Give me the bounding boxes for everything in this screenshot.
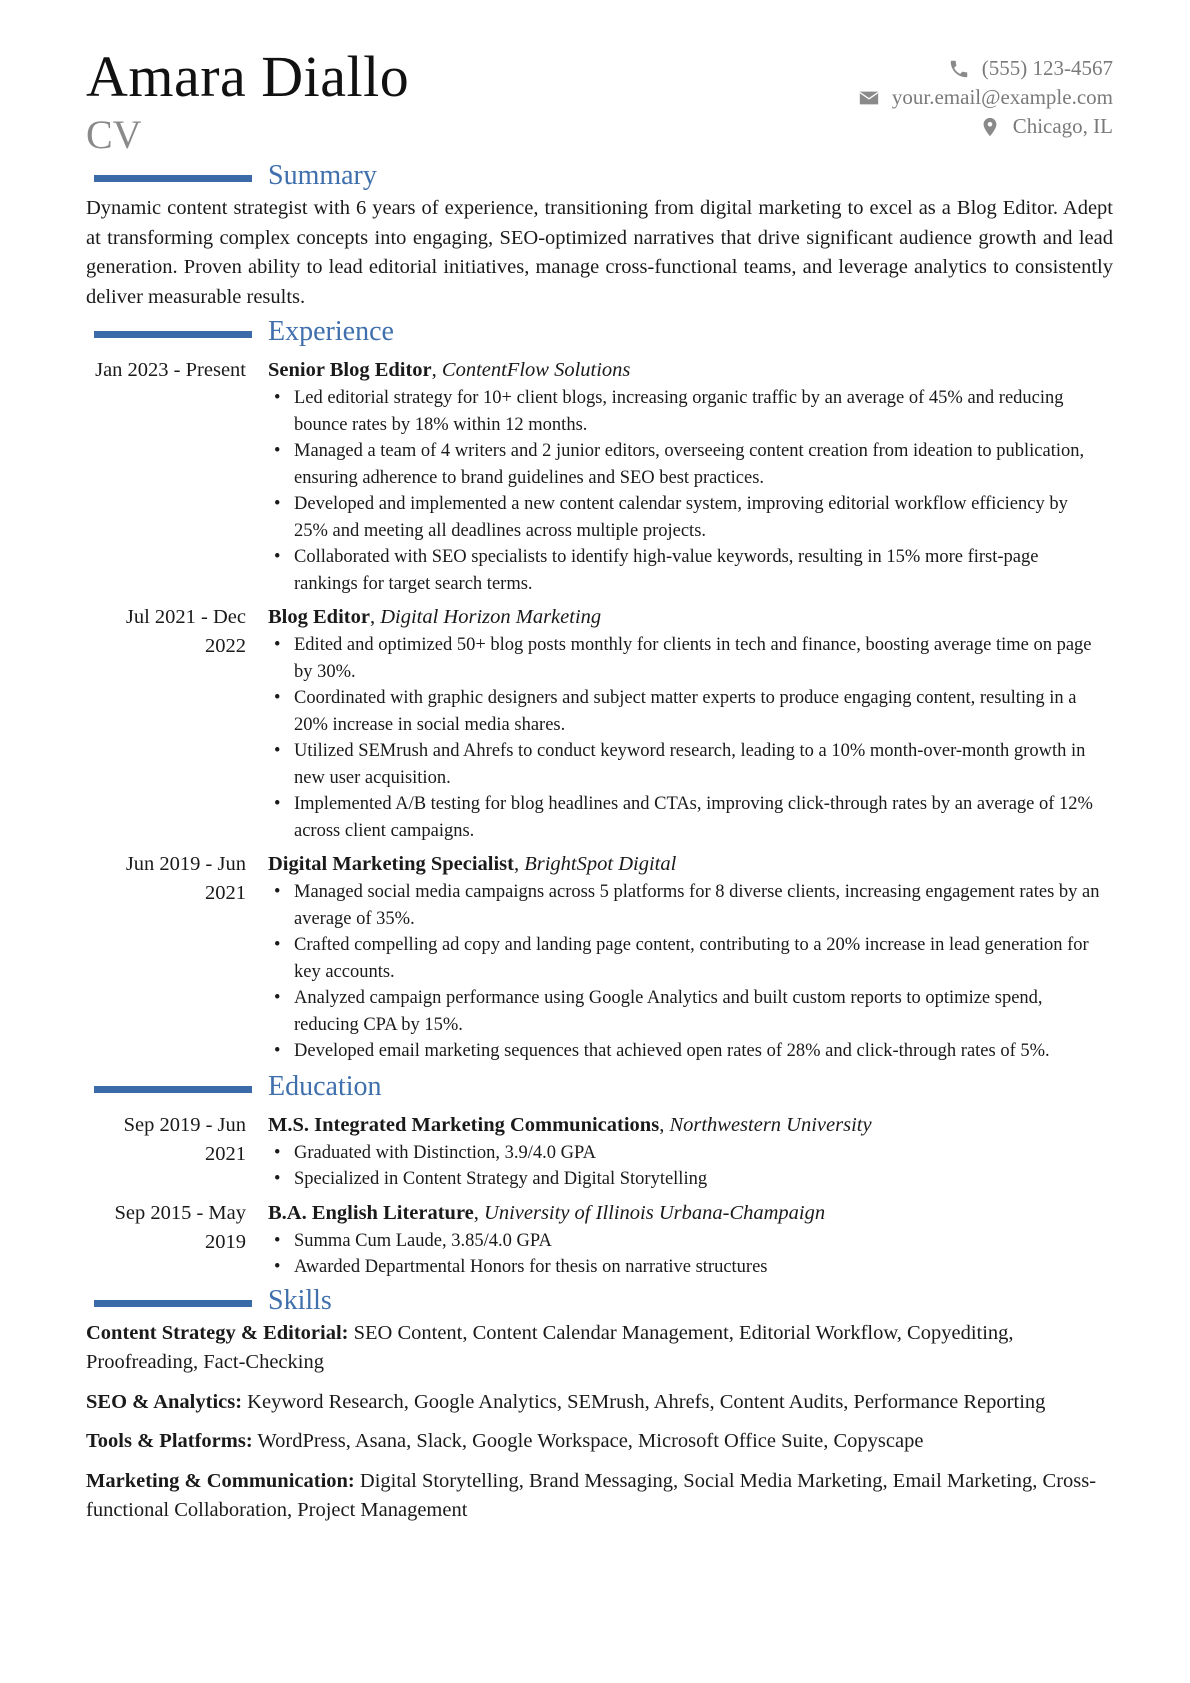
skill-row <box>86 1319 1113 1378</box>
bullet-item: • Specialized in Content Strategy and Digital Storytelling <box>268 1166 1113 1193</box>
bullet-item: • Utilized SEMrush and Ahrefs to conduct keyword research, leading to a 10% month-over-month growth in new user acquisition. <box>268 738 1113 791</box>
bullet-item: • Summa Cum Laude, 3.85/4.0 GPA <box>268 1228 1113 1255</box>
section-accent-bar <box>94 1086 252 1093</box>
bullet-item: • Analyzed campaign performance using Google Analytics and built custom reports to optimize spend, reducing CPA by 15%. <box>268 985 1113 1038</box>
entry-title: M.S. Integrated Marketing Communications, Northwestern University <box>268 1113 872 1136</box>
entry-role: Digital Marketing Specialist <box>268 853 514 875</box>
skill-items: WordPress, Asana, Slack, Google Workspace, Microsoft Office Suite, Copyscape <box>257 1430 924 1452</box>
experience-heading <box>86 318 1113 350</box>
experience-entry <box>86 356 1113 597</box>
bullet-item: • Awarded Departmental Honors for thesis on narrative structures <box>268 1254 1113 1281</box>
section-title: Summary <box>268 160 377 191</box>
entry-title: Digital Marketing Specialist, BrightSpot Digital <box>268 853 677 875</box>
skill-category: SEO & Analytics: <box>86 1390 243 1413</box>
skill-row <box>86 1467 1113 1526</box>
entry-organization: BrightSpot Digital <box>524 853 677 875</box>
skill-row <box>86 1388 1113 1418</box>
bullet-item: • Developed and implemented a new content calendar system, improving editorial workflow efficiency by 25% and meeting all deadlines across multiple projects. <box>268 491 1113 544</box>
entry-date: Jan 2023 - Present <box>95 359 246 381</box>
experience-entry <box>86 603 1113 844</box>
entry-organization: ContentFlow Solutions <box>441 359 631 381</box>
contact-block <box>856 54 1113 141</box>
section-accent-bar <box>94 1300 252 1307</box>
experience-entry <box>86 850 1113 1065</box>
resume-page <box>86 40 1113 1536</box>
bullet-item: • Collaborated with SEO specialists to identify high-value keywords, resulting in 15% more first-page rankings for target search terms. <box>268 544 1113 597</box>
bullet-item: • Implemented A/B testing for blog headlines and CTAs, improving click-through rates by an average of 12% across client campaigns. <box>268 791 1113 844</box>
skill-row <box>86 1427 1113 1457</box>
entry-bullets <box>268 1140 1113 1193</box>
section-title: Skills <box>268 1284 332 1316</box>
entry-institution: University of Illinois Urbana-Champaign <box>484 1201 826 1224</box>
section-accent-bar <box>94 331 252 338</box>
candidate-name: Amara Diallo <box>86 44 410 109</box>
bullet-item: • Edited and optimized 50+ blog posts monthly for clients in tech and finance, boosting average time on page by 30%. <box>268 632 1113 685</box>
bullet-item: • Coordinated with graphic designers and subject matter experts to produce engaging content, resulting in a 20% increase in social media shares. <box>268 685 1113 738</box>
entry-institution: Northwestern University <box>669 1113 872 1136</box>
summary-text: Dynamic content strategist with 6 years of experience, transitioning from digital marketing to excel as a Blog Editor. Adept at transforming complex concepts into engaging, SEO-optimized narratives that drive significant audience growth and lead generation. Proven ability to lead editorial initiatives, manage cross-functional teams, and leverage analytics to consistently deliver measurable results. <box>86 197 1113 308</box>
bullet-item: • Managed social media campaigns across 5 platforms for 8 diverse clients, increasing engagement rates by an average of 35%. <box>268 879 1113 932</box>
bullet-item: • Developed email marketing sequences that achieved open rates of 28% and click-through rates of 5%. <box>268 1038 1113 1065</box>
bullet-item: • Crafted compelling ad copy and landing page content, contributing to a 20% increase in lead generation for key accounts. <box>268 932 1113 985</box>
skills-heading <box>86 1284 1113 1319</box>
entry-date: Sep 2015 - May 2019 <box>114 1201 246 1253</box>
entry-organization: Digital Horizon Marketing <box>380 606 602 628</box>
envelope-icon <box>856 87 882 109</box>
entry-title: Senior Blog Editor, ContentFlow Solutions <box>268 359 631 381</box>
phone-number[interactable]: (555) 123-4567 <box>981 56 1113 80</box>
summary-heading <box>86 162 1113 194</box>
contact-phone-row <box>856 54 1113 83</box>
skills-list <box>86 1319 1113 1526</box>
skill-category: Content Strategy & Editorial: <box>86 1321 349 1344</box>
skill-items: Digital Storytelling, Brand Messaging, Social Media Marketing, Email Marketing, Cross-functional Collaboration, Project Management <box>86 1469 1097 1521</box>
phone-icon <box>946 58 972 80</box>
entry-role: Senior Blog Editor <box>268 359 432 381</box>
section-title: Education <box>268 1070 382 1102</box>
document-subtitle: CV <box>86 112 142 157</box>
entry-role: Blog Editor <box>268 606 370 628</box>
entry-bullets <box>268 632 1113 844</box>
resume-header <box>86 40 1113 158</box>
bullet-item: • Graduated with Distinction, 3.9/4.0 GPA <box>268 1140 1113 1167</box>
entry-date: Sep 2019 - Jun 2021 <box>123 1113 246 1165</box>
email-address[interactable]: your.email@example.com <box>891 85 1113 109</box>
section-title: Experience <box>268 316 394 347</box>
skill-items: Keyword Research, Google Analytics, SEMrush, Ahrefs, Content Audits, Performance Reporting <box>247 1390 1046 1413</box>
entry-bullets <box>268 385 1113 597</box>
map-pin-icon <box>977 116 1003 138</box>
entry-bullets <box>268 879 1113 1065</box>
education-entry <box>86 1199 1113 1281</box>
entry-degree: B.A. English Literature <box>268 1201 474 1224</box>
entry-degree: M.S. Integrated Marketing Communications <box>268 1113 660 1136</box>
entry-title: Blog Editor, Digital Horizon Marketing <box>268 606 602 628</box>
contact-email-row <box>856 83 1113 112</box>
bullet-item: • Managed a team of 4 writers and 2 junior editors, overseeing content creation from ideation to publication, ensuring adherence to brand guidelines and SEO best practices. <box>268 438 1113 491</box>
entry-bullets <box>268 1228 1113 1281</box>
bullet-item: • Led editorial strategy for 10+ client blogs, increasing organic traffic by an average of 45% and reducing bounce rates by 18% within 12 months. <box>268 385 1113 438</box>
skill-category: Marketing & Communication: <box>86 1469 355 1492</box>
entry-date: Jul 2021 - Dec 2022 <box>125 606 246 657</box>
section-accent-bar <box>94 175 252 182</box>
education-entry <box>86 1111 1113 1193</box>
entry-date: Jun 2019 - Jun 2021 <box>125 853 246 904</box>
education-heading <box>86 1070 1113 1105</box>
location-text: Chicago, IL <box>1012 114 1113 138</box>
contact-location-row <box>856 112 1113 141</box>
skill-category: Tools & Platforms: <box>86 1430 253 1452</box>
skill-items: SEO Content, Content Calendar Management, Editorial Workflow, Copyediting, Proofreading, Fact-Checking <box>86 1321 1014 1373</box>
entry-title: B.A. English Literature, University of Illinois Urbana-Champaign <box>268 1201 826 1224</box>
